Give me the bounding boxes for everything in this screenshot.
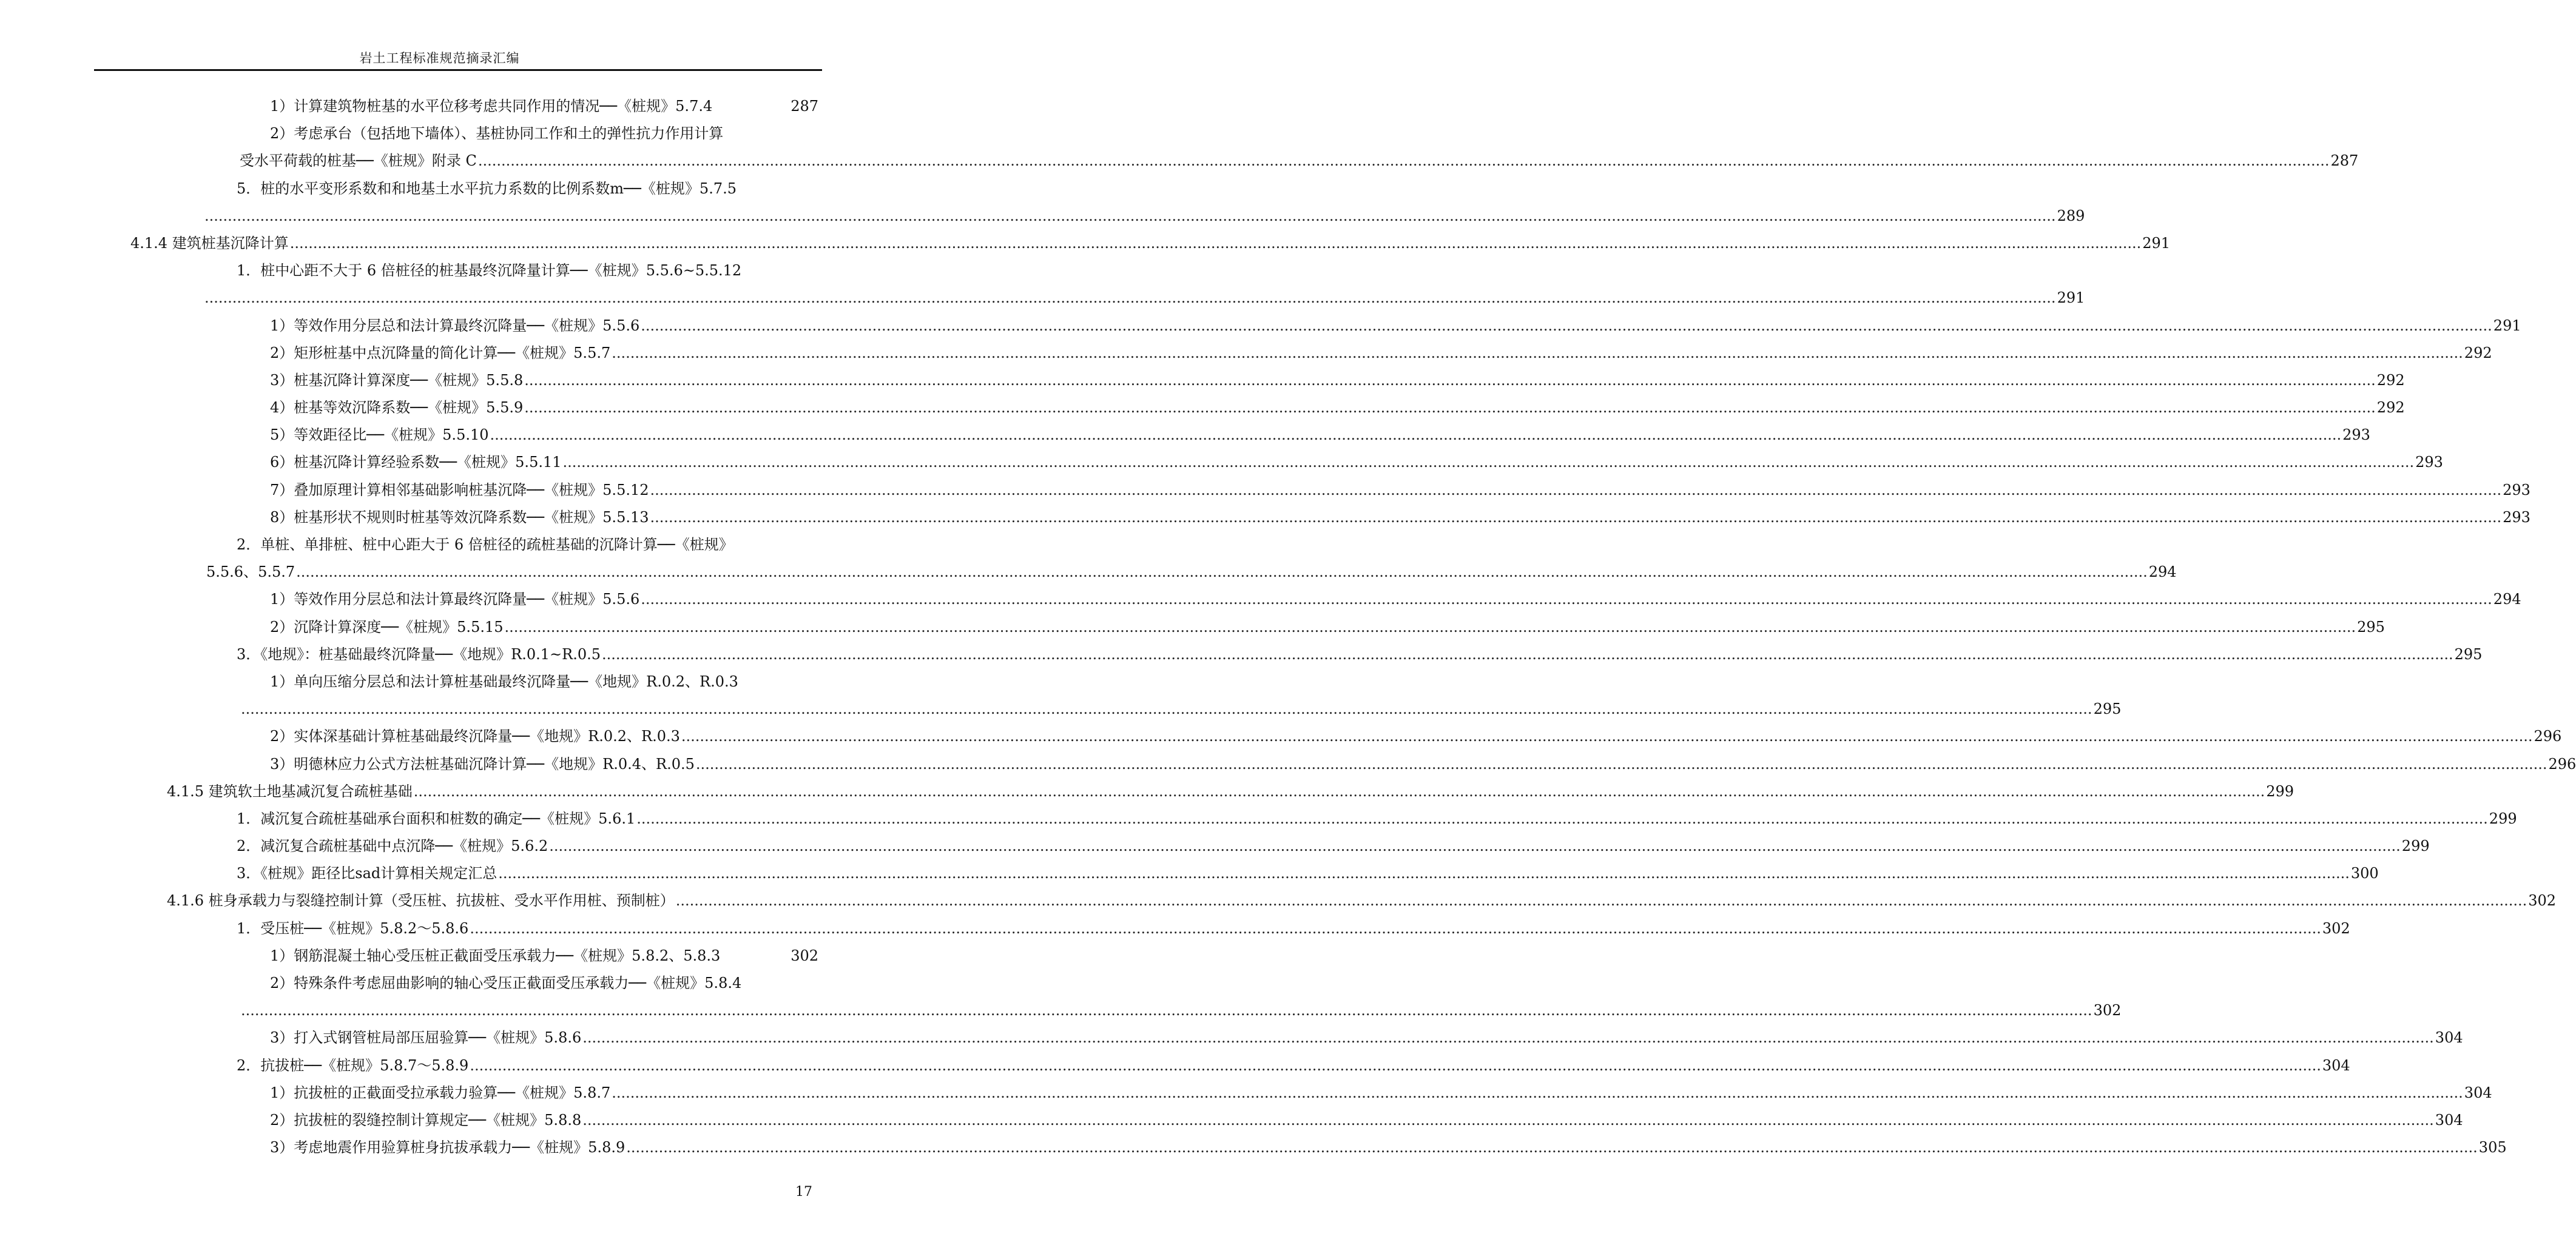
toc-entry-line bbox=[237, 805, 2517, 833]
toc-entry-title: 1）等效作用分层总和法计算最终沉降量──《桩规》5.5.6 bbox=[270, 591, 640, 608]
toc-entry-line bbox=[270, 1024, 2463, 1052]
toc-entry-page: 287 bbox=[2330, 152, 2359, 170]
toc-entry-title: 8）桩基形状不规则时桩基等效沉降系数──《桩规》5.5.13 bbox=[270, 508, 649, 526]
toc-entry[interactable] bbox=[0, 257, 879, 284]
toc-entry-title: 4.1.6 桩身承载力与裂缝控制计算（受压桩、抗拔桩、受水平作用桩、预制桩） bbox=[167, 892, 675, 910]
toc-entry[interactable] bbox=[0, 668, 879, 696]
toc-entry-title: 2）特殊条件考虑屈曲影响的轴心受压正截面受压承载力──《桩规》5.8.4 bbox=[270, 975, 742, 992]
toc-entry-line bbox=[237, 257, 818, 284]
toc-entry-line bbox=[270, 504, 2530, 531]
toc-entry-title: 6）桩基沉降计算经验系数──《桩规》5.5.11 bbox=[270, 454, 562, 471]
toc-entry-line bbox=[270, 120, 818, 147]
toc-leader-dots: ................................................................................................................................................................................................................................................................................................................................................................................................................ bbox=[650, 481, 2502, 498]
toc-entry-line bbox=[203, 203, 2085, 230]
toc-entry-line bbox=[240, 997, 2122, 1024]
toc-entry-line bbox=[270, 367, 2405, 394]
toc-entry-line bbox=[270, 970, 818, 997]
toc-leader-dots: ................................................................................................................................................................................................................................................................................................................................................................................................................ bbox=[582, 1029, 2434, 1047]
toc-entry-page: 304 bbox=[2464, 1084, 2492, 1101]
toc-entry-line bbox=[270, 586, 2521, 613]
toc-leader-dots: ................................................................................................................................................................................................................................................................................................................................................................................................................ bbox=[289, 234, 2142, 252]
toc-entry[interactable] bbox=[0, 1052, 2350, 1079]
toc-entry-line bbox=[237, 641, 2483, 668]
toc-entry[interactable] bbox=[0, 312, 2521, 340]
toc-entry-title: 1．受压桩──《桩规》5.8.2～5.8.6 bbox=[237, 919, 469, 937]
toc-entry[interactable] bbox=[0, 997, 2122, 1024]
toc-entry[interactable] bbox=[0, 887, 2557, 915]
toc-entry-page: 289 bbox=[2057, 207, 2085, 224]
toc-entry-line bbox=[270, 312, 2521, 340]
toc-leader-dots: ................................................................................................................................................................................................................................................................................................................................................................................................................ bbox=[498, 865, 2350, 882]
toc-entry-line bbox=[270, 421, 2370, 449]
toc-entry-page: 300 bbox=[2350, 865, 2379, 882]
toc-entry-line bbox=[240, 147, 2359, 175]
toc-entry[interactable] bbox=[0, 1134, 2507, 1161]
toc-leader-dots: ................................................................................................................................................................................................................................................................................................................................................................................................................ bbox=[241, 1002, 2092, 1019]
toc-entry-page: 287 bbox=[791, 98, 818, 115]
toc-entry-line bbox=[270, 449, 2443, 476]
toc-entry-line bbox=[270, 751, 2576, 778]
toc-entry-title: 3）打入式钢管桩局部压屈验算──《桩规》5.8.6 bbox=[270, 1029, 582, 1047]
toc-entry-line bbox=[237, 833, 2430, 860]
toc-entry[interactable] bbox=[0, 970, 879, 997]
toc-entry-title: 1．桩中心距不大于 6 倍桩径的桩基最终沉降量计算──《桩规》5.5.6~5.5.12 bbox=[237, 262, 742, 280]
toc-entry-line bbox=[206, 559, 2177, 586]
toc-leader-dots: ................................................................................................................................................................................................................................................................................................................................................................................................................ bbox=[504, 618, 2356, 636]
toc-leader-dots: ................................................................................................................................................................................................................................................................................................................................................................................................................ bbox=[681, 728, 2533, 745]
toc-entry-title: 4.1.5 建筑软土地基减沉复合疏桩基础 bbox=[167, 782, 413, 800]
toc-entry-page: 304 bbox=[2322, 1056, 2350, 1074]
toc-entry-title: 1）钢筋混凝土轴心受压桩正截面受压承载力──《桩规》5.8.2、5.8.3 bbox=[270, 947, 721, 964]
toc-entry-page: 302 bbox=[791, 947, 818, 964]
toc-entry-page: 302 bbox=[2322, 919, 2350, 937]
toc-entry-line bbox=[270, 1134, 2507, 1161]
toc-entry-line bbox=[270, 394, 2405, 421]
toc-entry[interactable] bbox=[0, 723, 2562, 750]
toc-entry-page: 299 bbox=[2266, 782, 2294, 800]
toc-entry-line bbox=[270, 614, 2385, 641]
toc-leader-dots: ................................................................................................................................................................................................................................................................................................................................................................................................................ bbox=[296, 563, 2148, 581]
toc-leader-dots: ................................................................................................................................................................................................................................................................................................................................................................................................................ bbox=[612, 1084, 2463, 1101]
toc-entry[interactable] bbox=[0, 175, 879, 203]
toc-leader-dots: ................................................................................................................................................................................................................................................................................................................................................................................................................ bbox=[549, 838, 2401, 855]
toc-entry-page: 305 bbox=[2478, 1139, 2507, 1156]
toc-entry-page: 293 bbox=[2415, 454, 2443, 471]
toc-entry-title: 3）明德林应力公式方法桩基础沉降计算──《地规》R.0.4、R.0.5 bbox=[270, 755, 695, 773]
toc-leader-dots: ................................................................................................................................................................................................................................................................................................................................................................................................................ bbox=[675, 892, 2527, 910]
toc-entry[interactable] bbox=[0, 805, 2517, 833]
toc-entry-title: 5）等效距径比──《桩规》5.5.10 bbox=[270, 426, 489, 444]
toc-entry-title: 4.1.4 建筑桩基沉降计算 bbox=[130, 234, 289, 252]
toc-entry[interactable] bbox=[0, 1107, 2463, 1134]
toc-entry[interactable] bbox=[0, 284, 2085, 312]
toc-entry-line bbox=[270, 723, 2562, 750]
toc-entry[interactable] bbox=[0, 504, 2530, 531]
toc-entry[interactable] bbox=[0, 203, 2085, 230]
toc-entry[interactable] bbox=[0, 751, 2576, 778]
toc-entry-line bbox=[270, 340, 2492, 367]
toc-entry-title: 1）单向压缩分层总和法计算桩基础最终沉降量──《地规》R.0.2、R.0.3 bbox=[270, 673, 738, 690]
toc-leader-dots: ................................................................................................................................................................................................................................................................................................................................................................................................................ bbox=[470, 1056, 2321, 1074]
toc-leader-dots: ................................................................................................................................................................................................................................................................................................................................................................................................................ bbox=[641, 317, 2492, 334]
toc-entry-title: 3．《桩规》距径比sad计算相关规定汇总 bbox=[237, 865, 497, 882]
toc-entry[interactable] bbox=[0, 778, 2294, 805]
toc-entry-page: 302 bbox=[2528, 892, 2557, 910]
toc-entry-page: 299 bbox=[2489, 810, 2517, 827]
toc-entry-page: 296 bbox=[2548, 755, 2576, 773]
toc-entry[interactable] bbox=[0, 559, 2177, 586]
toc-entry-title: 7）叠加原理计算相邻基础影响桩基沉降──《桩规》5.5.12 bbox=[270, 481, 649, 498]
toc-leader-dots: ................................................................................................................................................................................................................................................................................................................................................................................................................ bbox=[490, 426, 2342, 444]
toc-entry-page: 291 bbox=[2057, 289, 2085, 307]
toc-entry-title: 1）抗拔桩的正截面受拉承载力验算──《桩规》5.8.7 bbox=[270, 1084, 611, 1101]
toc-entry-line bbox=[237, 860, 2379, 887]
toc-entry-line bbox=[167, 887, 2557, 915]
toc-leader-dots: ................................................................................................................................................................................................................................................................................................................................................................................................................ bbox=[636, 810, 2488, 827]
toc-leader-dots: ................................................................................................................................................................................................................................................................................................................................................................................................................ bbox=[562, 454, 2415, 471]
toc-entry-page: 291 bbox=[2142, 234, 2171, 252]
toc-entry[interactable] bbox=[0, 93, 879, 120]
toc-entry-title: 2）实体深基础计算桩基础最终沉降量──《地规》R.0.2、R.0.3 bbox=[270, 728, 680, 745]
toc-entry-line bbox=[167, 778, 2294, 805]
toc-entry-line bbox=[270, 1079, 2492, 1107]
toc-entry-line bbox=[203, 284, 2085, 312]
page-number: 17 bbox=[795, 1184, 812, 1200]
toc-entry[interactable] bbox=[0, 340, 2492, 367]
toc-entry[interactable] bbox=[0, 641, 2483, 668]
toc-entry[interactable] bbox=[0, 942, 879, 970]
toc-entry[interactable] bbox=[0, 614, 2385, 641]
toc-entry-page: 299 bbox=[2401, 838, 2430, 855]
toc-entry-page: 294 bbox=[2148, 563, 2177, 581]
toc-leader-dots: ................................................................................................................................................................................................................................................................................................................................................................................................................ bbox=[477, 152, 2330, 170]
toc-entry-page: 292 bbox=[2464, 344, 2492, 361]
toc-entry-title: 1．减沉复合疏桩基础承台面积和桩数的确定──《桩规》5.6.1 bbox=[237, 810, 636, 827]
toc-entry-page: 293 bbox=[2503, 508, 2530, 526]
toc-entry-line bbox=[270, 1107, 2463, 1134]
toc-leader-dots: ................................................................................................................................................................................................................................................................................................................................................................................................................ bbox=[413, 782, 2265, 800]
toc-entry-title: 2）矩形桩基中点沉降量的简化计算──《桩规》5.5.7 bbox=[270, 344, 611, 361]
toc-entry[interactable] bbox=[0, 1079, 2492, 1107]
toc-leader-dots: ................................................................................................................................................................................................................................................................................................................................................................................................................ bbox=[695, 755, 2547, 773]
toc-entry-page: 292 bbox=[2376, 399, 2405, 417]
toc-entry-page: 291 bbox=[2493, 317, 2521, 334]
toc-entry-line bbox=[240, 696, 2122, 723]
toc-entry-page: 293 bbox=[2503, 481, 2530, 498]
toc-entry[interactable] bbox=[0, 421, 2370, 449]
toc-entry-page: 294 bbox=[2493, 591, 2521, 608]
toc-leader-dots: ................................................................................................................................................................................................................................................................................................................................................................................................................ bbox=[524, 371, 2376, 389]
toc-entry-title: 2．减沉复合疏桩基础中点沉降──《桩规》5.6.2 bbox=[237, 838, 548, 855]
toc-entry[interactable] bbox=[0, 394, 2405, 421]
header-rule bbox=[94, 69, 822, 71]
toc-entry-title: 4）桩基等效沉降系数──《桩规》5.5.9 bbox=[270, 399, 524, 417]
toc-entry-title: 1）等效作用分层总和法计算最终沉降量──《桩规》5.5.6 bbox=[270, 317, 640, 334]
toc-entry-page: 292 bbox=[2376, 371, 2405, 389]
toc-leader-dots: ................................................................................................................................................................................................................................................................................................................................................................................................................ bbox=[470, 919, 2321, 937]
toc-leader-dots: ................................................................................................................................................................................................................................................................................................................................................................................................................ bbox=[602, 645, 2453, 663]
toc-leader-dots: ................................................................................................................................................................................................................................................................................................................................................................................................................ bbox=[626, 1139, 2478, 1156]
toc-entry-title: 5.5.6、5.5.7 bbox=[206, 563, 295, 581]
toc-entry-page: 295 bbox=[2454, 645, 2483, 663]
toc-entry-page: 304 bbox=[2435, 1029, 2463, 1047]
toc-entry-line bbox=[270, 477, 2530, 504]
toc-entry-page: 296 bbox=[2534, 728, 2562, 745]
toc-entry[interactable] bbox=[0, 1024, 2463, 1052]
toc-entry-title: 3）桩基沉降计算深度──《桩规》5.5.8 bbox=[270, 371, 524, 389]
toc-entry[interactable] bbox=[0, 367, 2405, 394]
toc-leader-dots: ................................................................................................................................................................................................................................................................................................................................................................................................................ bbox=[582, 1111, 2434, 1129]
toc-leader-dots: ................................................................................................................................................................................................................................................................................................................................................................................................................ bbox=[524, 399, 2376, 417]
toc-entry-title: 1）计算建筑物桩基的水平位移考虑共同作用的情况──《桩规》5.7.4 bbox=[270, 98, 713, 115]
toc-entry[interactable] bbox=[0, 120, 879, 147]
toc-entry[interactable] bbox=[0, 915, 2350, 942]
toc-entry[interactable] bbox=[0, 449, 2443, 476]
toc-entry-title: 5．桩的水平变形系数和和地基土水平抗力系数的比例系数m──《桩规》5.7.5 bbox=[237, 180, 737, 197]
toc-entry-page: 293 bbox=[2342, 426, 2370, 444]
toc-entry-line bbox=[237, 531, 818, 559]
table-of-contents bbox=[0, 93, 2576, 1161]
toc-leader-dots: ................................................................................................................................................................................................................................................................................................................................................................................................................ bbox=[650, 508, 2502, 526]
toc-leader-dots: ................................................................................................................................................................................................................................................................................................................................................................................................................ bbox=[204, 289, 2056, 307]
toc-entry-title: 2．抗拔桩──《桩规》5.8.7～5.8.9 bbox=[237, 1056, 469, 1074]
toc-entry-line bbox=[130, 230, 2171, 257]
toc-leader-dots: ................................................................................................................................................................................................................................................................................................................................................................................................................ bbox=[612, 344, 2463, 361]
toc-entry-page: 304 bbox=[2435, 1111, 2463, 1129]
toc-entry-title: 受水平荷载的桩基──《桩规》附录 C bbox=[240, 152, 477, 170]
toc-entry-line bbox=[237, 175, 818, 203]
toc-entry-title: 2）沉降计算深度──《桩规》5.5.15 bbox=[270, 618, 504, 636]
toc-entry[interactable] bbox=[0, 230, 2171, 257]
toc-entry-line bbox=[270, 93, 818, 120]
toc-entry[interactable] bbox=[0, 477, 2530, 504]
toc-entry[interactable] bbox=[0, 860, 2379, 887]
toc-entry-page: 295 bbox=[2357, 618, 2385, 636]
toc-entry[interactable] bbox=[0, 833, 2430, 860]
toc-entry-line bbox=[237, 915, 2350, 942]
toc-entry-page: 295 bbox=[2093, 700, 2122, 718]
toc-entry-page: 302 bbox=[2093, 1002, 2122, 1019]
toc-entry[interactable] bbox=[0, 696, 2122, 723]
toc-entry[interactable] bbox=[0, 531, 879, 559]
toc-leader-dots: ................................................................................................................................................................................................................................................................................................................................................................................................................ bbox=[641, 591, 2492, 608]
toc-entry[interactable] bbox=[0, 586, 2521, 613]
toc-entry-title: 2）抗拔桩的裂缝控制计算规定──《桩规》5.8.8 bbox=[270, 1111, 582, 1129]
toc-entry-title: 3．《地规》：桩基础最终沉降量──《地规》R.0.1~R.0.5 bbox=[237, 645, 601, 663]
toc-entry-line bbox=[270, 668, 818, 696]
toc-entry-line bbox=[270, 942, 818, 970]
toc-entry[interactable] bbox=[0, 147, 2359, 175]
toc-entry-line bbox=[237, 1052, 2350, 1079]
header-title: 岩土工程标准规范摘录汇编 bbox=[359, 51, 520, 65]
toc-entry-title: 2．单桩、单排桩、桩中心距大于 6 倍桩径的疏桩基础的沉降计算──《桩规》 bbox=[237, 536, 733, 553]
toc-entry-title: 3）考虑地震作用验算桩身抗拔承载力──《桩规》5.8.9 bbox=[270, 1139, 625, 1156]
toc-entry-title: 2）考虑承台（包括地下墙体）、基桩协同工作和土的弹性抗力作用计算 bbox=[270, 125, 724, 143]
toc-leader-dots: ................................................................................................................................................................................................................................................................................................................................................................................................................ bbox=[204, 207, 2056, 224]
toc-leader-dots: ................................................................................................................................................................................................................................................................................................................................................................................................................ bbox=[241, 700, 2092, 718]
